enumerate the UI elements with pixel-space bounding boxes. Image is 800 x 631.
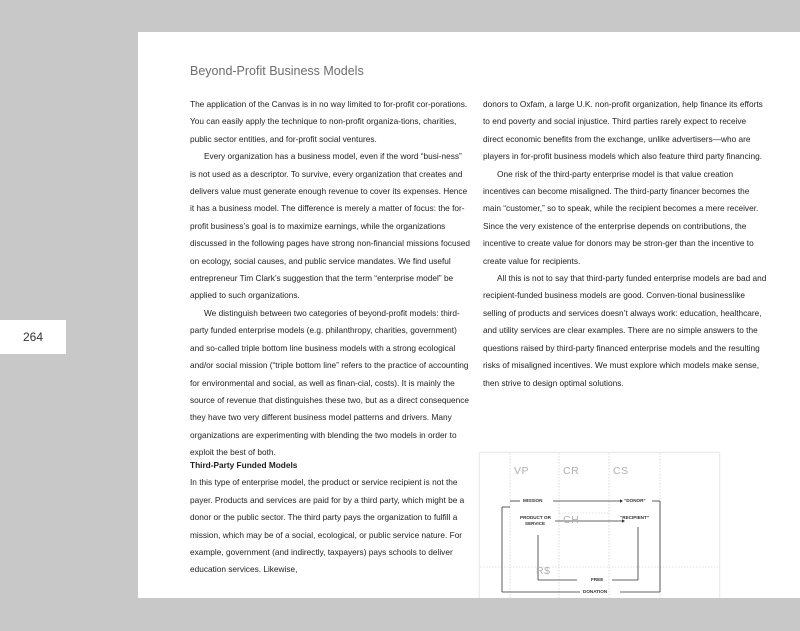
paragraph: All this is not to say that third-party funded enterprise models are bad and recipient-funded business models are good. Conven-tional businesslike selling of products and services doesn’t always work: education, healthcare, and utility services are clear examples. There are no simple answers to the questions raised by third-party financed enterprise models and the resulting risks of misaligned incentives. We must explore which models make sense, then strive to design optimal solutions. (483, 273, 767, 388)
cr-block-label: CR (563, 465, 580, 477)
paragraph: donors to Oxfam, a large U.K. non-profit organization, help finance its efforts to end poverty and social injustice. Third parties rarely expect to receive direct economic benefits from the exchange, unlike advertisers—who are players in for-profit business models which also feature third party financing. (483, 99, 763, 162)
business-model-canvas-diagram (479, 452, 720, 598)
service-label: SERVICE (525, 521, 546, 526)
rs-block-label: R$ (536, 565, 551, 577)
book-page (138, 32, 800, 598)
donor-label: “DONOR” (624, 498, 646, 503)
free-label: FREE (591, 577, 604, 582)
right-column (483, 96, 768, 392)
mission-label: MISSION (523, 498, 543, 503)
product-label: PRODUCT OR (520, 515, 551, 520)
section-heading: Third-Party Funded Models (190, 460, 298, 470)
recipient-label: “RECIPIENT” (620, 515, 650, 520)
paragraph: Every organization has a business model, even if the word “busi-ness” is not used as a descriptor. To survive, every organization that creates and delivers value must generate enough revenue to cover its expenses. Hence it has a business model. The difference is merely a matter of focus: the for-profit business’s goal is to maximize earnings, while the organizations discussed in the following pages have strong non-financial missions focused on ecology, social causes, and public service mandates. We find useful entrepreneur Tim Clark’s suggestion that the term “enterprise model” be applied to such organizations. (190, 151, 470, 301)
page-number: 264 (0, 320, 66, 354)
running-title: Beyond-Profit Business Models (190, 64, 364, 78)
vp-block-label: VP (514, 465, 530, 477)
paragraph: In this type of enterprise model, the product or service recipient is not the payer. Products and services are paid for by a third party, which might be a donor or the public sector. The third party pays the organization to fulfill a mission, which may be of a social, ecological, or public service nature. For example, government (and indirectly, taxpayers) pays schools to deliver education services. Likewise, (190, 477, 465, 575)
paragraph: The application of the Canvas is in no way limited to for-profit cor-porations. You can easily apply the technique to non-profit organiza-tions, charities, public sector entities, and for-profit social ventures. (190, 99, 468, 144)
ch-block-label: CH (563, 514, 580, 526)
donation-label: DONATION (583, 589, 608, 594)
cs-block-label: CS (613, 465, 629, 477)
third-party-section (190, 457, 470, 579)
left-column (190, 96, 470, 462)
paragraph: One risk of the third-party enterprise model is that value creation incentives can become misaligned. The third-party financer becomes the main “customer,” so to speak, while the recipient becomes a mere receiver. Since the very existence of the enterprise depends on contributions, the incentive to create value for donors may be stron-ger than the incentive to create value for recipients. (483, 168, 759, 266)
paragraph: We distinguish between two categories of beyond-profit models: third-party funded enterprise models (e.g. philanthropy, charities, government) and so-called triple bottom line business models with a strong ecological and/or social mission (“triple bottom line” refers to the practice of accounting for environmental and social, as well as finan-cial, costs). It is mainly the source of revenue that distinguishes these two, but as a direct consequence they have two very different business model patterns and drivers. Many organizations are experimenting with blending the two models in order to exploit the best of both. (190, 307, 470, 458)
